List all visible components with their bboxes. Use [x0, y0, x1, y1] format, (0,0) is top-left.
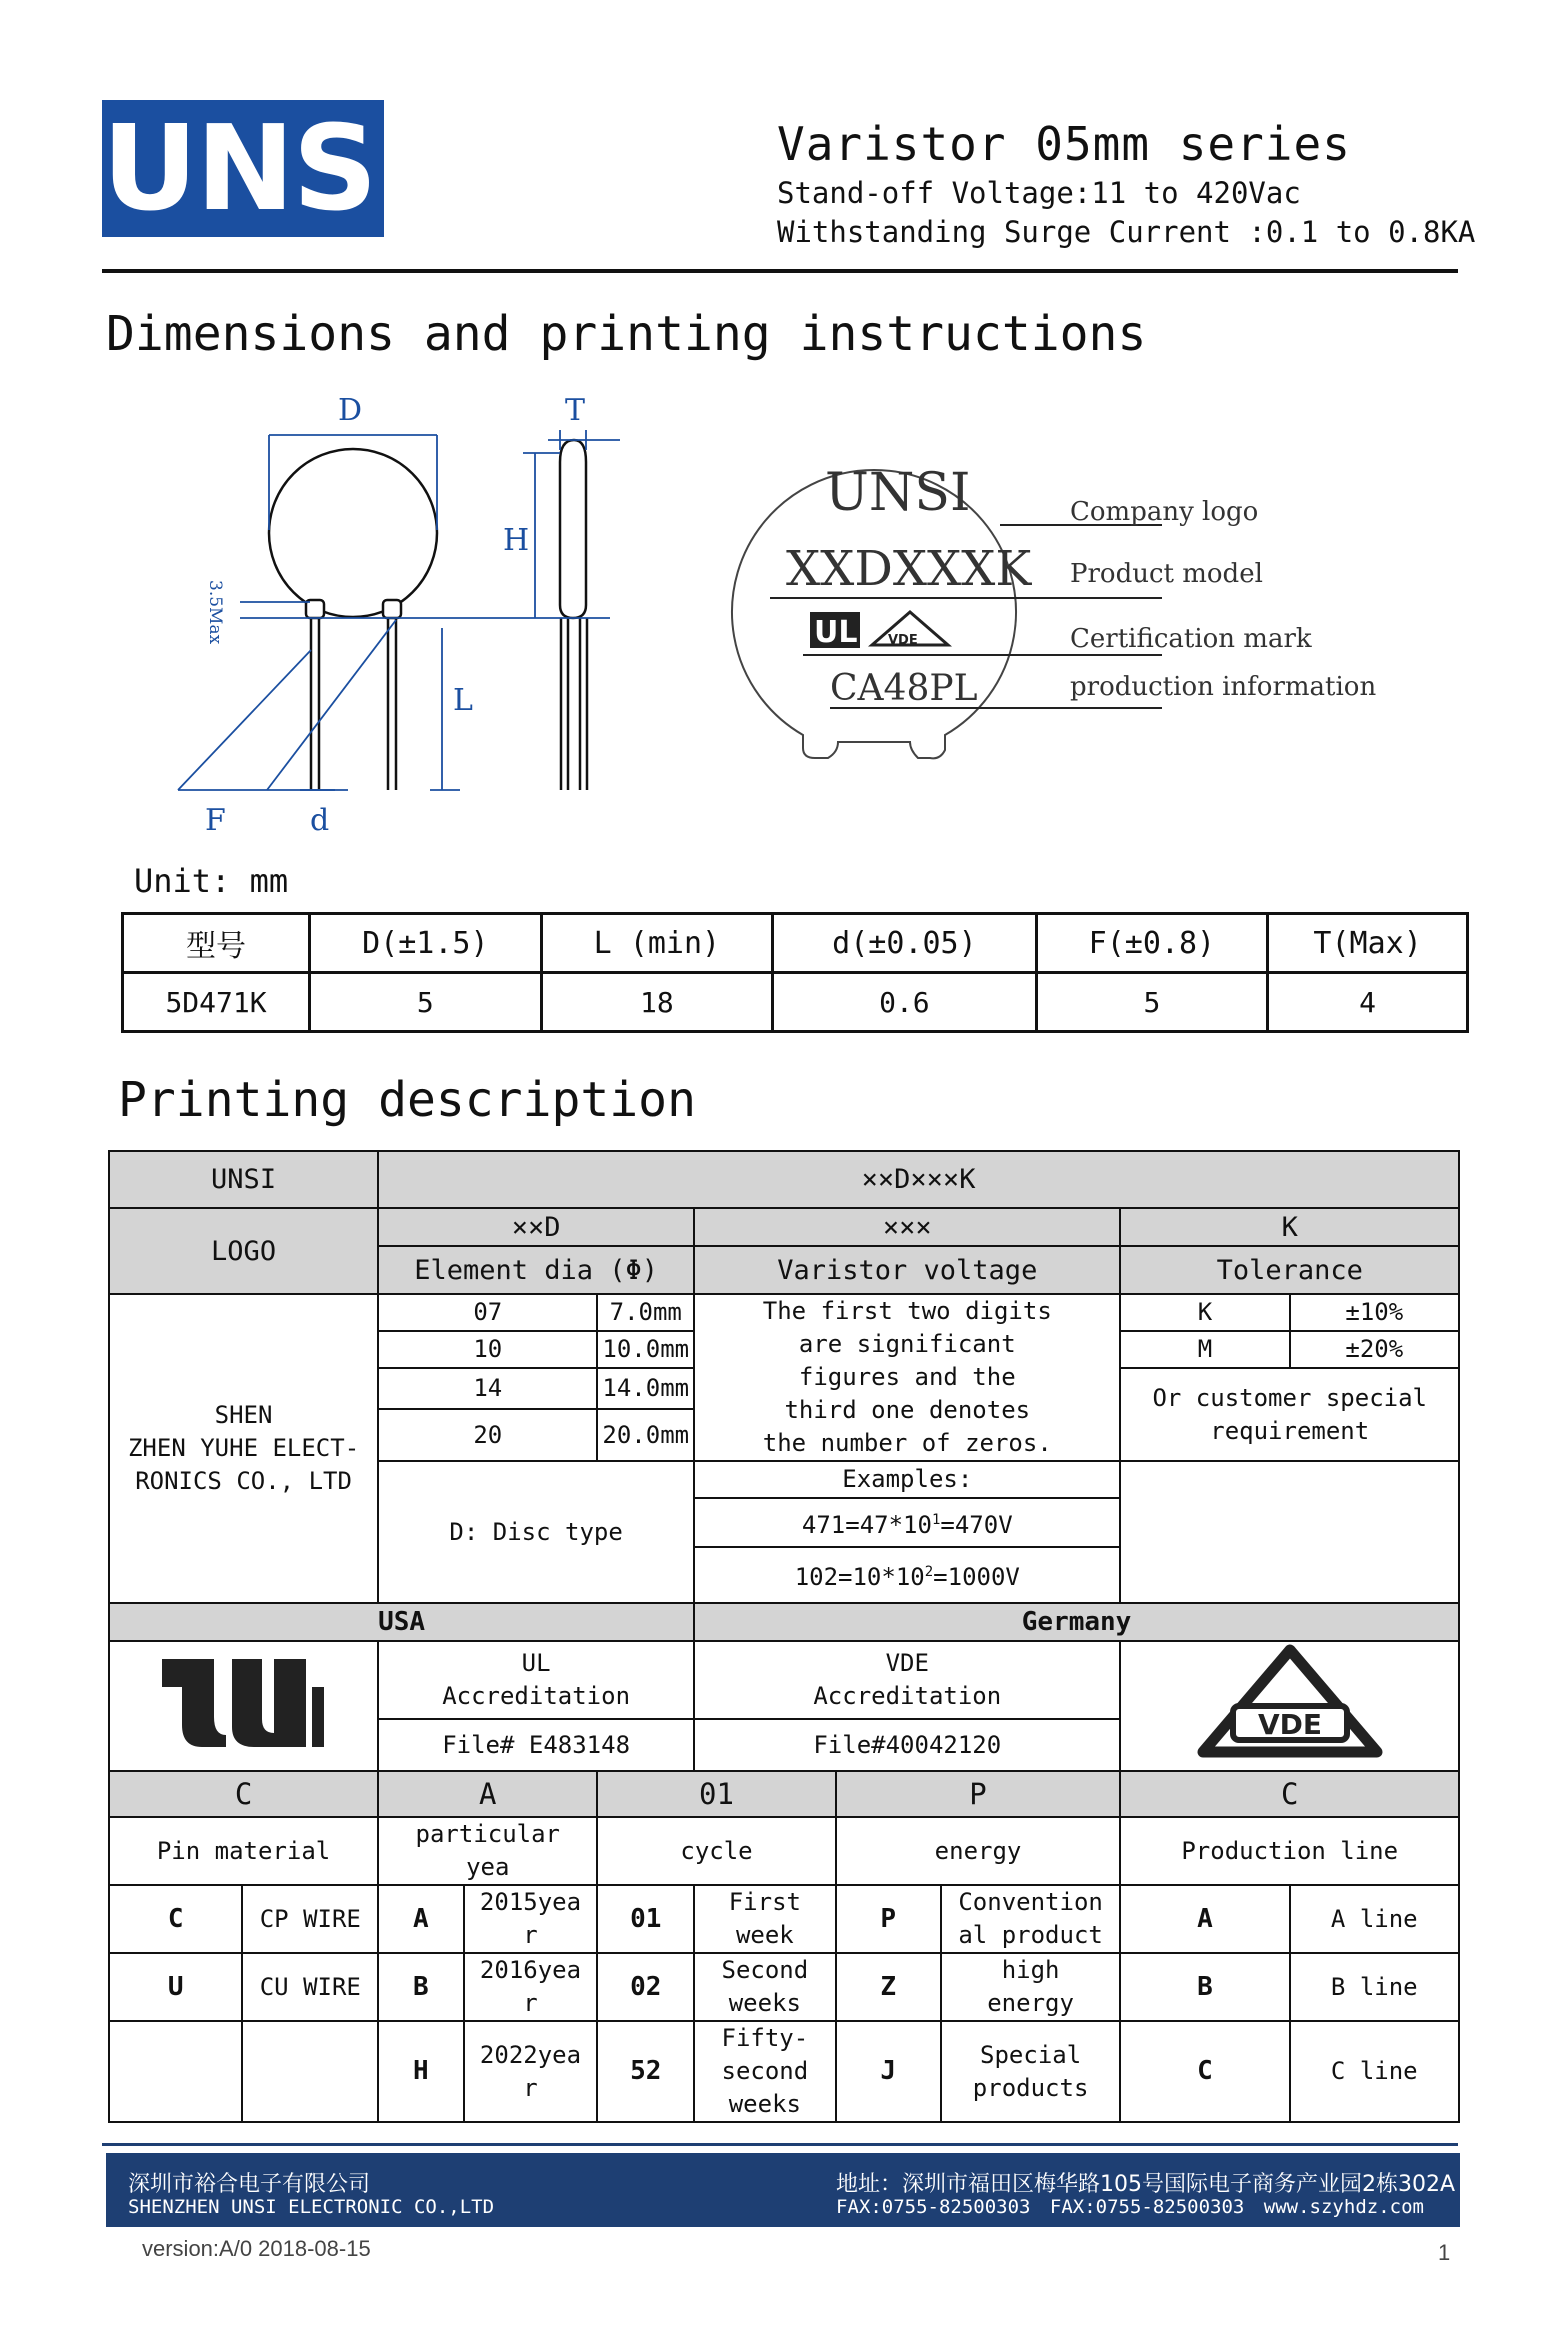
table-cell: 5 [310, 973, 542, 1032]
section-title-dimensions: Dimensions and printing instructions [106, 306, 1147, 362]
disc-model: XXDXXXK [786, 541, 1032, 597]
section-title-printing: Printing description [118, 1072, 696, 1128]
col-header: T(Max) [1268, 914, 1468, 973]
ul-logo-cell [109, 1641, 378, 1771]
printing-table [108, 1150, 1460, 2123]
company-name-cell: SHEN ZHEN YUHE ELECT- RONICS CO., LTD [109, 1294, 378, 1603]
energy: energy [836, 1817, 1121, 1885]
dia-value: 7.0mm [597, 1294, 694, 1331]
table-cell: 0.6 [773, 973, 1036, 1032]
version-label: version:A/0 2018-08-15 [142, 2236, 371, 2261]
surge-current: Withstanding Surge Current :0.1 to 0.8KA [777, 215, 1476, 249]
footer-cn-name: 深圳市裕合电子有限公司 [128, 2172, 371, 2197]
dimension-table [121, 912, 1469, 1033]
dia-value: 20.0mm [597, 1409, 694, 1461]
vde-certification-icon [1195, 1644, 1385, 1759]
tol-code: M [1120, 1331, 1289, 1368]
disc-brand: UNSI [825, 463, 971, 523]
svg-text:VDE: VDE [1257, 1708, 1322, 1741]
svg-text:VDE: VDE [888, 633, 918, 648]
ul-mark-small [810, 612, 860, 650]
varistor-voltage-header: Varistor voltage [694, 1246, 1120, 1294]
pin-material: Pin material [109, 1817, 378, 1885]
code-p: P [836, 1771, 1121, 1817]
example-1: $471=47*10^1=470V$ [694, 1498, 1120, 1547]
dim-label-small-d: d [310, 803, 330, 838]
code-c2: C [1120, 1771, 1459, 1817]
page-title: Varistor 05mm series [777, 117, 1351, 171]
dia-code: 20 [378, 1409, 597, 1461]
k-cell: K [1120, 1208, 1459, 1246]
tol-value: ±20% [1290, 1331, 1459, 1368]
header-divider [102, 269, 1458, 273]
dia-code: 07 [378, 1294, 597, 1331]
empty-cell [1120, 1461, 1459, 1603]
col-header: F(±0.8) [1036, 914, 1268, 973]
cycle: cycle [597, 1817, 835, 1885]
dia-code: 10 [378, 1331, 597, 1368]
dim-label-h: H [503, 523, 530, 558]
table-cell: 5 [1036, 973, 1268, 1032]
footer-contact: FAX:0755-82500303 FAX:0755-82500303 www.szyhdz.com [836, 2196, 1424, 2218]
col-header: d(±0.05) [773, 914, 1036, 973]
particular-year: particular yea [378, 1817, 597, 1885]
code-01: 01 [597, 1771, 835, 1817]
tol-code: K [1120, 1294, 1289, 1331]
label-cert-mark: Certification mark [1070, 624, 1312, 654]
usa-header: USA [109, 1603, 694, 1641]
label-production-info: production information [1070, 672, 1377, 702]
dim-label-d: D [338, 393, 363, 428]
unit-label: Unit: mm [134, 862, 289, 900]
label-product-model: Product model [1070, 559, 1263, 589]
tolerance-custom: Or customer special requirement [1120, 1368, 1459, 1461]
dia-code: 14 [378, 1368, 597, 1409]
code-a: A [378, 1771, 597, 1817]
disc-batch: CA48PL [830, 668, 978, 709]
element-dia-header: Element dia (Φ) [378, 1246, 694, 1294]
vde-accreditation: VDE Accreditation [694, 1641, 1120, 1719]
code-c: C [109, 1771, 378, 1817]
standoff-voltage: Stand-off Voltage:11 to 420Vac [777, 176, 1301, 210]
unsi-cell: UNSI [109, 1151, 378, 1208]
example-2: $102=10*10^2=1000V$ [694, 1547, 1120, 1603]
xxd-cell: ××D [378, 1208, 694, 1246]
footer-bar [106, 2153, 1460, 2227]
table-cell: 18 [541, 973, 773, 1032]
dia-value: 10.0mm [597, 1331, 694, 1368]
vde-file: File#40042120 [694, 1719, 1120, 1771]
table-row: H 2022yea r 52 Fifty- second weeks J Special products C C line [109, 2021, 1459, 2122]
table-row: C CP WIRE A 2015yea r 01 First week P Convention al product A A line [109, 1885, 1459, 1953]
disc-type-cell: D: Disc type [378, 1461, 694, 1603]
vde-mark-small [872, 612, 948, 648]
svg-text:UL: UL [814, 615, 858, 650]
table-row: U CU WIRE B 2016yea r 02 Second weeks Z high energy B B line [109, 1953, 1459, 2021]
table-cell: 5D471K [123, 973, 310, 1032]
dim-label-t: T [565, 393, 586, 428]
company-logo: UNSI [102, 99, 418, 237]
examples-label: Examples: [694, 1461, 1120, 1498]
germany-header: Germany [694, 1603, 1459, 1641]
dim-label-l: L [453, 683, 473, 718]
dim-label-f: F [205, 803, 226, 838]
logo-cell: LOGO [109, 1208, 378, 1294]
code-cell: ××D×××K [378, 1151, 1459, 1208]
dimension-drawing [170, 390, 1440, 840]
tol-value: ±10% [1290, 1294, 1459, 1331]
footer-en-name: SHENZHEN UNSI ELECTRONIC CO.,LTD [128, 2196, 495, 2218]
tolerance-header: Tolerance [1120, 1246, 1459, 1294]
footer-address: 地址：深圳市福田区梅华路105号国际电子商务产业园2栋302A [836, 2172, 1456, 2197]
col-header: D(±1.5) [310, 914, 542, 973]
page-number: 1 [1438, 2240, 1451, 2265]
ul-file: File# E483148 [378, 1719, 694, 1771]
ul-certification-icon [154, 1647, 334, 1757]
col-header: 型号 [123, 914, 310, 973]
xxx-cell: ××× [694, 1208, 1120, 1246]
vde-logo-cell [1120, 1641, 1459, 1771]
dia-value: 14.0mm [597, 1368, 694, 1409]
col-header: L (min) [541, 914, 773, 973]
label-company-logo: Company logo [1070, 497, 1259, 527]
footer-divider [102, 2143, 1458, 2146]
voltage-description: The first two digits are significant figures and the third one denotes the number of zeros. [694, 1294, 1120, 1461]
table-cell: 4 [1268, 973, 1468, 1032]
dim-label-max: 3.5Max [205, 580, 225, 645]
production-line: Production line [1120, 1817, 1459, 1885]
ul-accreditation: UL Accreditation [378, 1641, 694, 1719]
